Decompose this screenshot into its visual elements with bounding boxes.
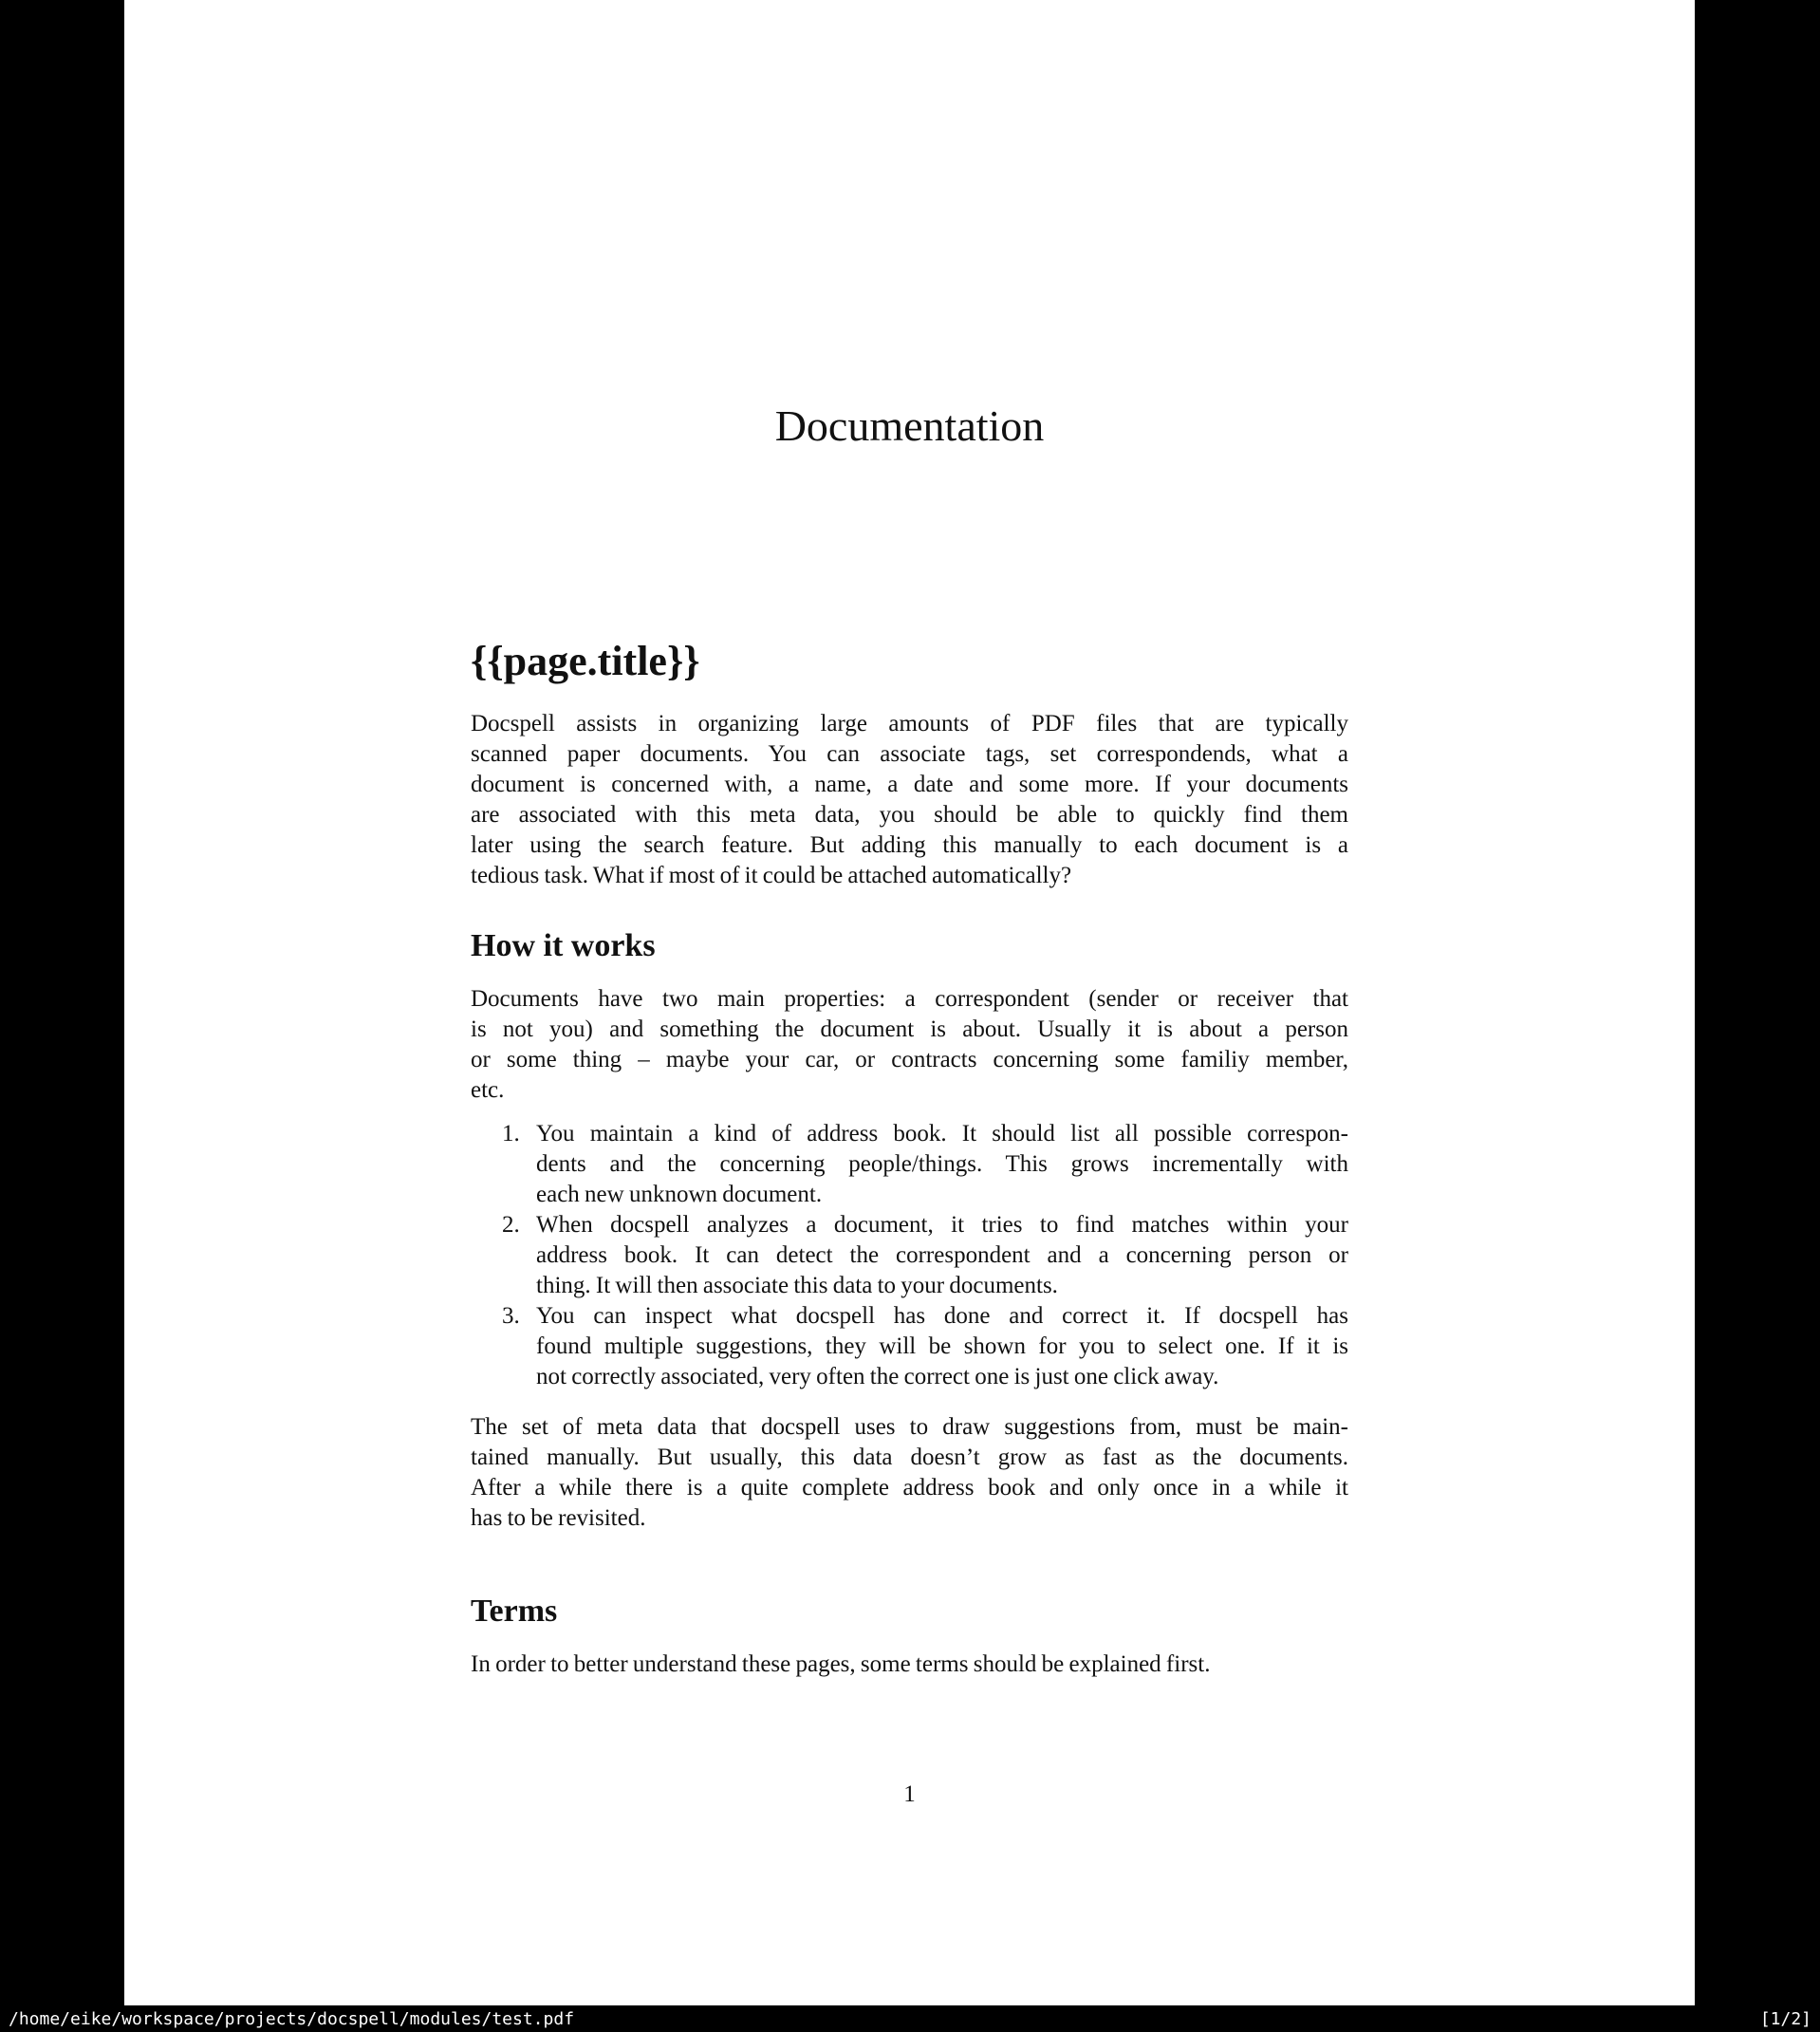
statusbar-filepath: /home/eike/workspace/projects/docspell/modules/test.pdf	[9, 2008, 575, 2029]
text-line: or some thing – maybe your car, or contracts concerning some familiy member,	[471, 1047, 1348, 1072]
text-line: dents and the concerning people/things. This grows incrementally with	[536, 1151, 1348, 1177]
paragraph-terms	[471, 1650, 1348, 1680]
text-line: has to be revisited.	[471, 1505, 646, 1531]
page-number: 1	[903, 1781, 916, 1807]
list-item-text	[536, 1210, 1348, 1301]
text-line: etc.	[471, 1077, 505, 1103]
text-line: address book. It can detect the correspondent and a concerning person or	[536, 1242, 1348, 1268]
statusbar-page-indicator: [1/2]	[1759, 2008, 1811, 2029]
list-item-number: 2.	[502, 1212, 520, 1238]
page-content	[471, 639, 1348, 1680]
text-line: found multiple suggestions, they will be shown for you to select one. If it is	[536, 1333, 1348, 1359]
ordered-list	[471, 1119, 1348, 1392]
statusbar	[0, 2005, 1820, 2032]
text-line: not correctly associated, very often the correct one is just one click away.	[536, 1364, 1219, 1389]
text-line: thing. It will then associate this data to your documents.	[536, 1273, 1058, 1298]
section-heading-page-title: {{page.title}}	[471, 638, 700, 684]
text-line: In order to better understand these pages, some terms should be explained first.	[471, 1651, 1211, 1677]
list-item	[471, 1301, 1348, 1392]
text-line: tedious task. What if most of it could be attached automatically?	[471, 863, 1072, 888]
list-item-number: 1.	[502, 1121, 520, 1146]
paragraph-outro	[471, 1412, 1348, 1534]
list-item-number: 3.	[502, 1303, 520, 1329]
text-line: document is concerned with, a name, a date and some more. If your documents	[471, 772, 1348, 797]
document-title: Documentation	[774, 401, 1045, 450]
text-line: scanned paper documents. You can associate tags, set correspondends, what a	[471, 741, 1348, 767]
text-line: is not you) and something the document is about. Usually it is about a person	[471, 1016, 1348, 1042]
text-line: The set of meta data that docspell uses to draw suggestions from, must be main-	[471, 1414, 1348, 1440]
section-heading-terms: Terms	[471, 1594, 558, 1629]
text-line: Documents have two main properties: a correspondent (sender or receiver that	[471, 986, 1348, 1012]
paragraph-intro	[471, 709, 1348, 891]
text-line: After a while there is a quite complete address book and only once in a while it	[471, 1475, 1348, 1501]
list-item-text	[536, 1301, 1348, 1392]
text-line: Docspell assists in organizing large amounts of PDF files that are typically	[471, 711, 1348, 736]
list-item	[471, 1119, 1348, 1210]
text-line: You maintain a kind of address book. It should list all possible correspon-	[536, 1121, 1348, 1146]
text-line: are associated with this meta data, you should be able to quickly find them	[471, 802, 1348, 828]
list-item	[471, 1210, 1348, 1301]
text-line: tained manually. But usually, this data doesn’t grow as fast as the documents.	[471, 1445, 1348, 1470]
text-line: When docspell analyzes a document, it tries to find matches within your	[536, 1212, 1348, 1238]
text-line: later using the search feature. But adding this manually to each document is a	[471, 832, 1348, 858]
document-page[interactable]	[124, 0, 1695, 2005]
section-heading-how-it-works: How it works	[471, 928, 656, 963]
text-line: You can inspect what docspell has done and correct it. If docspell has	[536, 1303, 1348, 1329]
paragraph-how-it-works	[471, 984, 1348, 1106]
text-line: each new unknown document.	[536, 1182, 823, 1207]
list-item-text	[536, 1119, 1348, 1210]
